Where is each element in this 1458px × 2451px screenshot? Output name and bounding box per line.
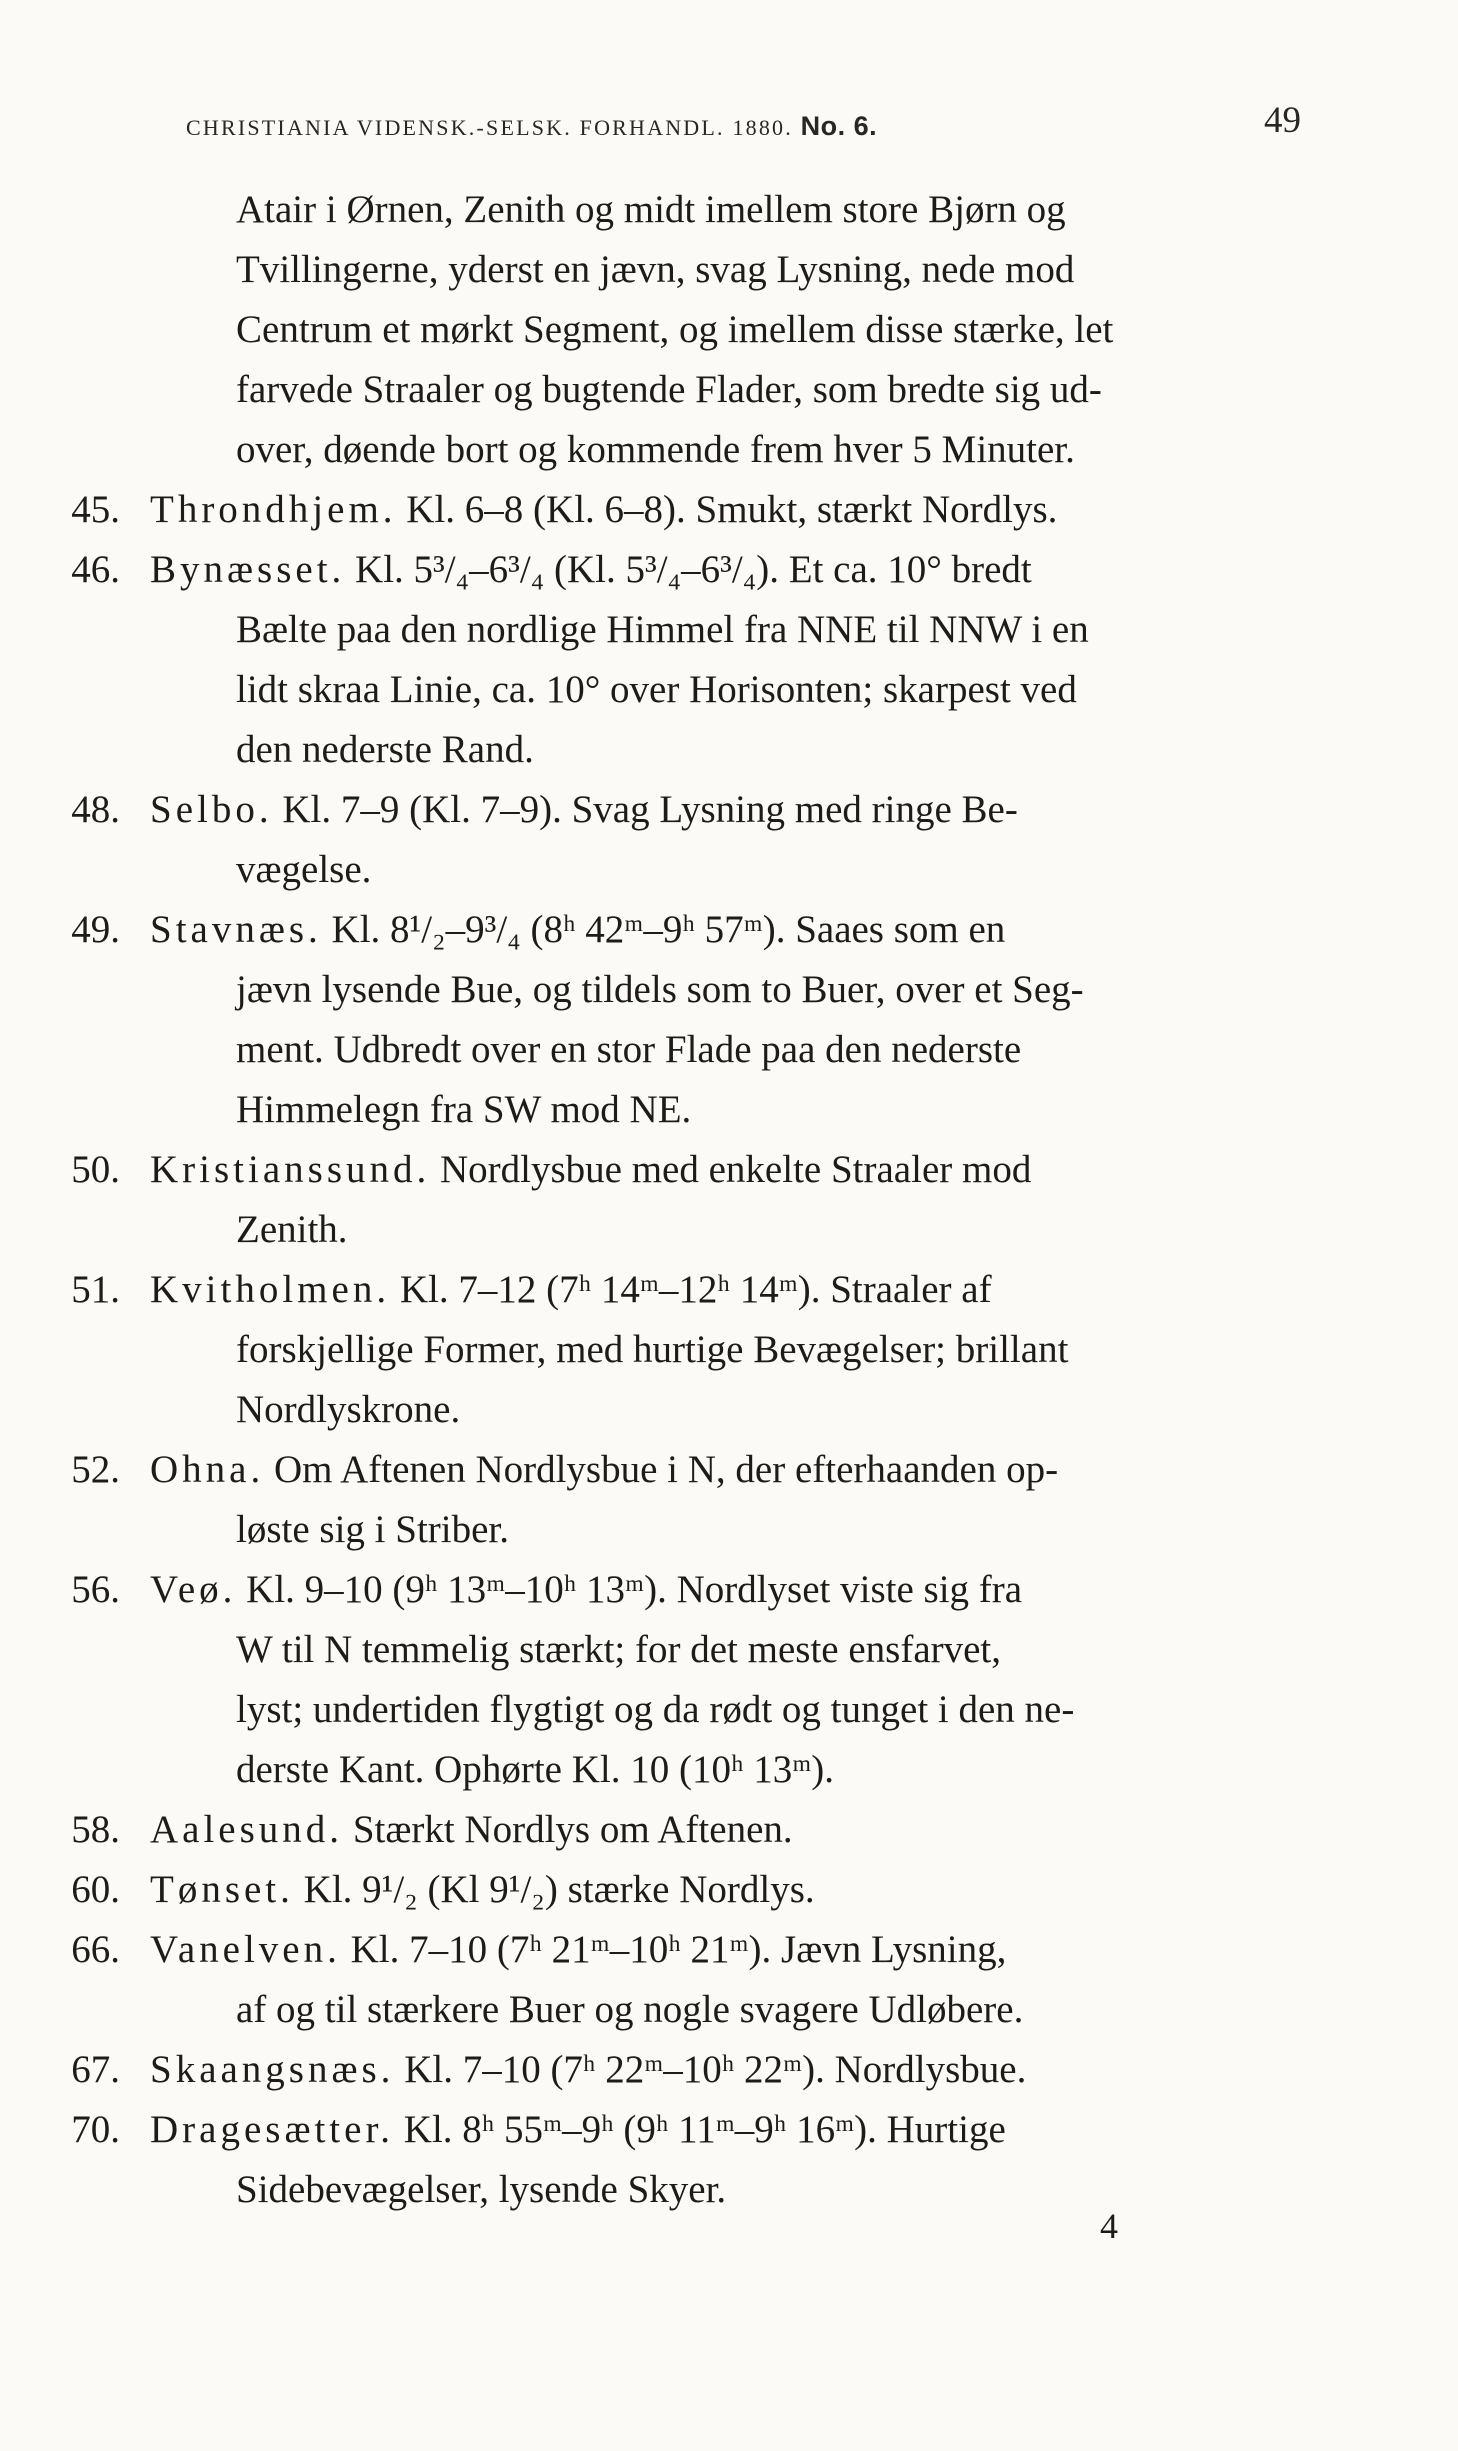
station-name: Throndhjem.: [150, 488, 397, 531]
entry-continuation-line: den nederste Rand.: [236, 728, 534, 771]
station-number: 66.: [71, 1928, 120, 1971]
entry-continuation-line: Tvillingerne, yderst en jævn, svag Lysning, nede mod: [236, 248, 1075, 291]
station-number: 51.: [71, 1268, 120, 1311]
entry-continuation-line: forskjellige Former, med hurtige Bevægelser; brillant: [236, 1328, 1069, 1371]
observation-text: Stærkt Nordlys om Aftenen.: [343, 1808, 793, 1851]
station-number: 50.: [71, 1148, 120, 1191]
running-title: [186, 111, 877, 142]
station-name: Bynæsset.: [150, 548, 346, 591]
entry-continuation-line: løste sig i Striber.: [236, 1508, 509, 1551]
entry-continuation-line: Bælte paa den nordlige Himmel fra NNE til NNW i en: [236, 608, 1089, 651]
entry-continuation-line: W til N temmelig stærkt; for det meste ensfarvet,: [236, 1628, 1002, 1671]
entry-continuation-line: derste Kant. Ophørte Kl. 10 (10ʰ 13ᵐ).: [236, 1748, 835, 1791]
station-name: Kvitholmen.: [150, 1268, 391, 1311]
entry-continuation-line: Nordlyskrone.: [236, 1388, 461, 1431]
signature-mark: 4: [1100, 2206, 1118, 2246]
observation-text: Kl. 8¹/₂–9³/₄ (8ʰ 42ᵐ–9ʰ 57ᵐ). Saaes som en: [321, 908, 1006, 951]
observation-text: Kl. 7–12 (7ʰ 14ᵐ–12ʰ 14ᵐ). Straaler af: [390, 1268, 992, 1311]
journal-title: CHRISTIANIA VIDENSK.-SELSK. FORHANDL. 1880.: [186, 115, 793, 140]
station-name: Ohna.: [150, 1448, 265, 1491]
entry-continuation-line: Sidebevægelser, lysende Skyer.: [236, 2168, 727, 2211]
station-name: Veø.: [150, 1568, 237, 1611]
observation-text: Kl. 5³/₄–6³/₄ (Kl. 5³/₄–6³/₄). Et ca. 10° bredt: [345, 548, 1032, 591]
observation-text: Kl. 7–9 (Kl. 7–9). Svag Lysning med ringe Be-: [272, 788, 1018, 831]
entry-continuation-line: lidt skraa Linie, ca. 10° over Horisonten; skarpest ved: [236, 668, 1077, 711]
station-number: 56.: [71, 1568, 120, 1611]
station-name: Vanelven.: [150, 1928, 341, 1971]
entry-continuation-line: Zenith.: [236, 1208, 348, 1251]
station-number: 67.: [71, 2048, 120, 2091]
entry-continuation-line: vægelse.: [236, 848, 372, 891]
station-name: Tønset.: [150, 1868, 294, 1911]
entry-continuation-line: farvede Straaler og bugtende Flader, som bredte sig ud-: [236, 368, 1102, 411]
observation-text: Kl. 9–10 (9ʰ 13ᵐ–10ʰ 13ᵐ). Nordlyset viste sig fra: [236, 1568, 1023, 1611]
entry-continuation-line: Atair i Ørnen, Zenith og midt imellem store Bjørn og: [236, 188, 1066, 231]
station-number: 45.: [71, 488, 120, 531]
station-name: Selbo.: [150, 788, 273, 831]
station-number: 49.: [71, 908, 120, 951]
entry-continuation-line: Himmelegn fra SW mod NE.: [236, 1088, 692, 1131]
observation-text: Kl. 9¹/₂ (Kl 9¹/₂) stærke Nordlys.: [293, 1868, 815, 1911]
observation-text: Om Aftenen Nordlysbue i N, der efterhaanden op-: [264, 1448, 1059, 1491]
station-name: Dragesætter.: [150, 2108, 395, 2151]
issue-number: No. 6.: [800, 111, 878, 141]
station-number: 58.: [71, 1808, 120, 1851]
station-number: 48.: [71, 788, 120, 831]
station-number: 46.: [71, 548, 120, 591]
entry-continuation-line: ment. Udbredt over en stor Flade paa den nederste: [236, 1028, 1022, 1071]
observation-text: Kl. 7–10 (7ʰ 21ᵐ–10ʰ 21ᵐ). Jævn Lysning,: [340, 1928, 1007, 1971]
station-number: 70.: [71, 2108, 120, 2151]
entry-continuation-line: af og til stærkere Buer og nogle svagere Udløbere.: [236, 1988, 1024, 2031]
station-number: 52.: [71, 1448, 120, 1491]
observation-text: Kl. 6–8 (Kl. 6–8). Smukt, stærkt Nordlys.: [396, 488, 1058, 531]
station-name: Stavnæs.: [150, 908, 322, 951]
observation-text: Kl. 8ʰ 55ᵐ–9ʰ (9ʰ 11ᵐ–9ʰ 16ᵐ). Hurtige: [394, 2108, 1006, 2151]
station-number: 60.: [71, 1868, 120, 1911]
station-name: Aalesund.: [150, 1808, 344, 1851]
entry-continuation-line: Centrum et mørkt Segment, og imellem disse stærke, let: [236, 308, 1114, 351]
station-name: Skaangsnæs.: [150, 2048, 395, 2091]
observation-text: Nordlysbue med enkelte Straaler mod: [430, 1148, 1032, 1191]
page-number: 49: [1264, 100, 1301, 141]
entry-continuation-line: jævn lysende Bue, og tildels som to Buer, over et Seg-: [236, 968, 1084, 1011]
entry-continuation-line: over, døende bort og kommende frem hver 5 Minuter.: [236, 428, 1075, 471]
entry-continuation-line: lyst; undertiden flygtigt og da rødt og tunget i den ne-: [236, 1688, 1075, 1731]
running-header: [186, 98, 1301, 146]
station-name: Kristianssund.: [150, 1148, 431, 1191]
observation-text: Kl. 7–10 (7ʰ 22ᵐ–10ʰ 22ᵐ). Nordlysbue.: [394, 2048, 1027, 2091]
